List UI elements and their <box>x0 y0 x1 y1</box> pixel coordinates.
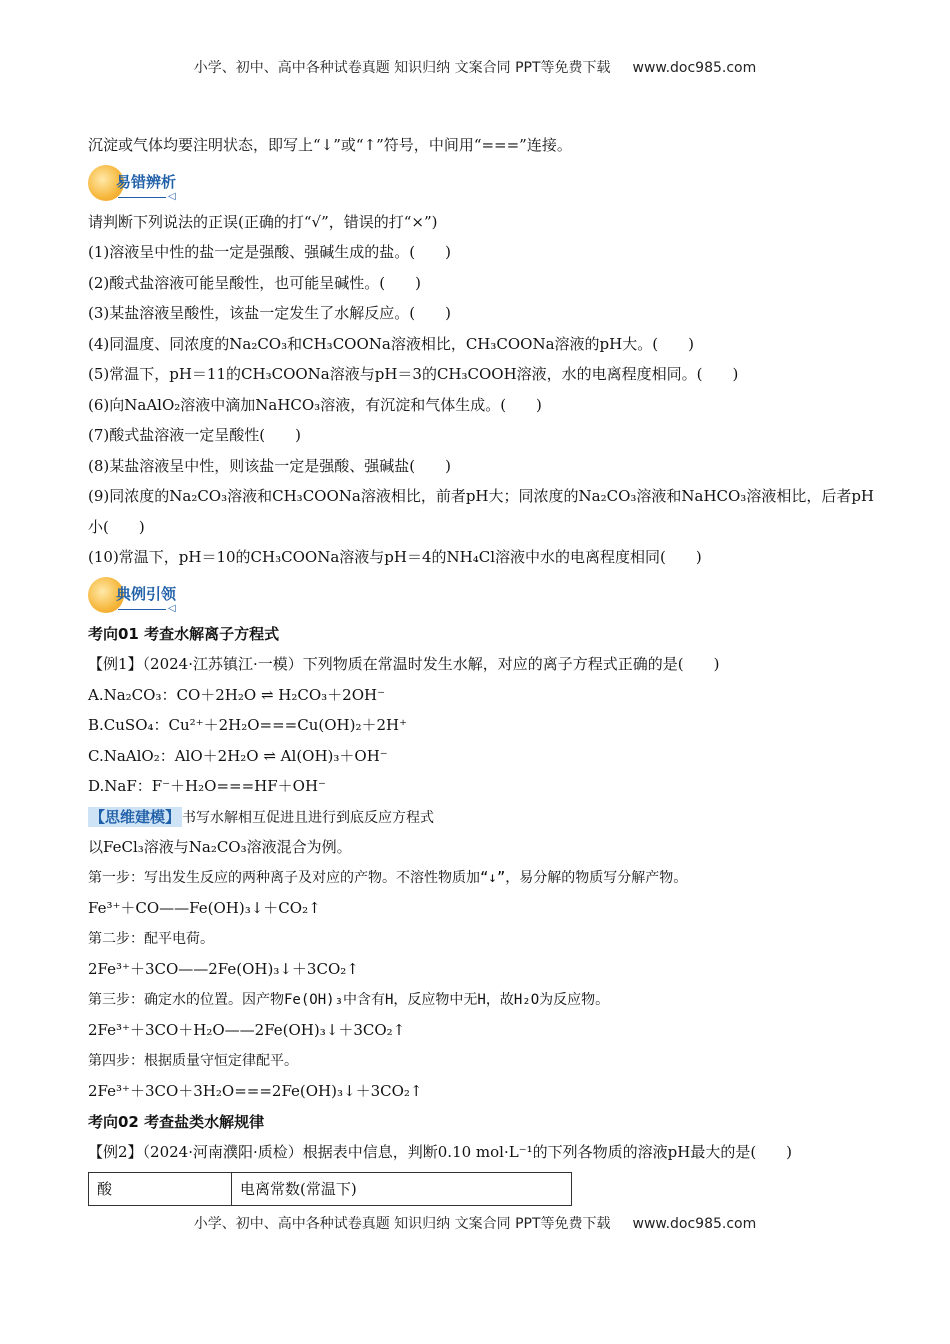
badge-underline <box>118 609 166 610</box>
option-a: A.Na₂CO₃：CO＋2H₂O ⇌ H₂CO₃＋2OH⁻ <box>88 685 386 704</box>
thinking-model <box>88 802 878 833</box>
option-c: C.NaAlO₂：AlO＋2H₂O ⇌ Al(OH)₃＋OH⁻ <box>88 746 388 765</box>
thinking-model-title: 书写水解相互促进且进行到底反应方程式 <box>182 809 435 826</box>
table-row <box>89 1172 572 1205</box>
table-header-constant: 电离常数(常温下) <box>232 1172 572 1205</box>
judge-item: (7)酸式盐溶液一定呈酸性( ) <box>88 426 301 444</box>
section-badge-errors <box>88 163 878 207</box>
thinking-model-tag: 【思维建模】 <box>90 807 181 826</box>
step-equation: 2Fe³⁺＋3CO＋H₂O——2Fe(OH)₃↓＋3CO₂↑ <box>88 1021 406 1039</box>
header-text: 小学、初中、高中各种试卷真题 知识归纳 文案合同 PPT等免费下载 <box>193 60 611 76</box>
step-equation: Fe³⁺＋CO——Fe(OH)₃↓＋CO₂↑ <box>88 899 321 917</box>
badge-underline <box>118 197 166 198</box>
judge-item: (9)同浓度的Na₂CO₃溶液和CH₃COONa溶液相比，前者pH大；同浓度的Na₂CO₃溶液和NaHCO₃溶液相比，后者pH小( ) <box>88 487 875 536</box>
badge-title: 易错辨析 <box>116 172 177 191</box>
option-d: D.NaF：F⁻＋H₂O===HF＋OH⁻ <box>88 777 326 795</box>
judge-item: (3)某盐溶液呈酸性，该盐一定发生了水解反应。( ) <box>88 304 451 322</box>
footer-url[interactable]: www.doc985.com <box>632 1216 757 1232</box>
judge-item: (5)常温下，pH＝11的CH₃COONa溶液与pH＝3的CH₃COOH溶液，水的电离程度相同。( ) <box>88 365 739 383</box>
badge-title: 典例引领 <box>116 584 177 603</box>
document-body <box>88 130 878 1206</box>
badge-arrow-icon: ◁ <box>168 602 176 614</box>
header-url[interactable]: www.doc985.com <box>632 60 757 76</box>
table-header-acid: 酸 <box>89 1172 232 1205</box>
page-header <box>0 57 950 77</box>
option-b: B.CuSO₄：Cu²⁺＋2H₂O===Cu(OH)₂＋2H⁺ <box>88 716 407 734</box>
judge-item: (6)向NaAlO₂溶液中滴加NaHCO₃溶液，有沉淀和气体生成。( ) <box>88 395 542 414</box>
judge-item: (2)酸式盐溶液可能呈酸性，也可能呈碱性。( ) <box>88 273 421 292</box>
page-footer <box>0 1213 950 1233</box>
direction-heading-1: 考向01 考查水解离子方程式 <box>88 624 280 643</box>
step-text: 第三步：确定水的位置。因产物Fe(OH)₃中含有H，反应物中无H，故H₂O为反应物。 <box>88 991 610 1008</box>
step-equation: 2Fe³⁺＋3CO——2Fe(OH)₃↓＋3CO₂↑ <box>88 960 359 978</box>
judge-item: (10)常温下，pH＝10的CH₃COONa溶液与pH＝4的NH₄Cl溶液中水的电离程度相同( ) <box>88 548 702 566</box>
footer-text: 小学、初中、高中各种试卷真题 知识归纳 文案合同 PPT等免费下载 <box>193 1216 611 1232</box>
judge-item: (8)某盐溶液呈中性，则该盐一定是强酸、强碱盐( ) <box>88 456 451 475</box>
example-1-question: 【例1】（2024·江苏镇江·一模）下列物质在常温时发生水解，对应的离子方程式正确的是( ) <box>88 655 720 673</box>
step-equation: 2Fe³⁺＋3CO＋3H₂O===2Fe(OH)₃↓＋3CO₂↑ <box>88 1082 423 1100</box>
judge-item: (4)同温度、同浓度的Na₂CO₃和CH₃COONa溶液相比，CH₃COONa溶液的pH大。( ) <box>88 334 694 353</box>
example-2-question: 【例2】（2024·河南濮阳·质检）根据表中信息，判断0.10 mol·L⁻¹的下列各物质的溶液pH最大的是( ) <box>88 1143 793 1161</box>
judge-prompt: 请判断下列说法的正误(正确的打“√”，错误的打“×”) <box>88 212 438 231</box>
acid-constant-table <box>88 1172 572 1206</box>
section-badge-examples <box>88 575 878 619</box>
intro-text: 沉淀或气体均要注明状态，即写上“↓”或“↑”符号，中间用“===”连接。 <box>88 136 572 154</box>
step-text: 第四步：根据质量守恒定律配平。 <box>88 1052 298 1069</box>
step-text: 第一步：写出发生反应的两种离子及对应的产物。不溶性物质加“↓”，易分解的物质写分解产物。 <box>88 869 688 886</box>
badge-arrow-icon: ◁ <box>168 190 176 202</box>
step-text: 第二步：配平电荷。 <box>88 930 214 947</box>
direction-heading-2: 考向02 考查盐类水解规律 <box>88 1112 265 1131</box>
judge-item: (1)溶液呈中性的盐一定是强酸、强碱生成的盐。( ) <box>88 243 451 261</box>
model-intro: 以FeCl₃溶液与Na₂CO₃溶液混合为例。 <box>88 838 352 856</box>
